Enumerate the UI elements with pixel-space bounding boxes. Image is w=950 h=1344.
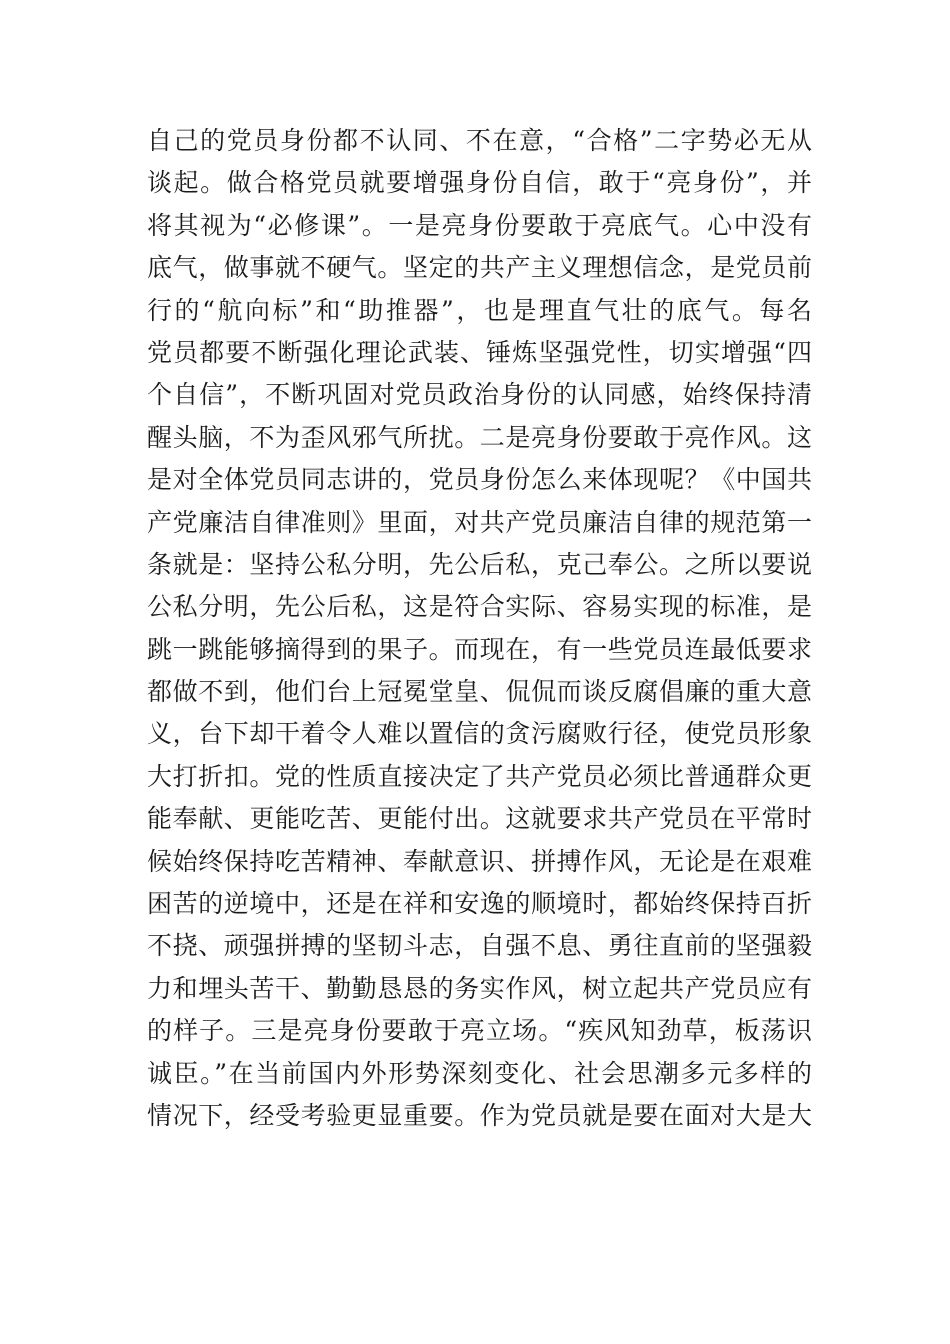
text-line: 条就是：坚持公私分明，先公后私，克己奉公。之所以要说	[147, 549, 812, 579]
text-line: 都做不到，他们台上冠冕堂皇、侃侃而谈反腐倡廉的重大意	[147, 677, 812, 707]
text-line: 自己的党员身份都不认同、不在意，“合格”二字势必无从	[147, 126, 812, 155]
text-line: 产党廉洁自律准则》里面，对共产党员廉洁自律的规范第一	[147, 507, 812, 537]
text-line: 行的“航向标”和“助推器”，也是理直气壮的底气。每名	[147, 295, 812, 325]
text-line: 是对全体党员同志讲的，党员身份怎么来体现呢？《中国共	[147, 465, 812, 495]
text-line: 醒头脑，不为歪风邪气所扰。二是亮身份要敢于亮作风。这	[147, 422, 812, 452]
text-line: 能奉献、更能吃苦、更能付出。这就要求共产党员在平常时	[147, 804, 812, 834]
text-line: 谈起。做合格党员就要增强身份自信，敢于“亮身份”，并	[147, 168, 812, 198]
body-paragraph	[147, 120, 812, 1137]
text-line: 公私分明，先公后私，这是符合实际、容易实现的标准，是	[147, 592, 812, 622]
text-line: 义，台下却干着令人难以置信的贪污腐败行径，使党员形象	[147, 719, 812, 749]
text-line: 跳一跳能够摘得到的果子。而现在，有一些党员连最低要求	[147, 634, 812, 664]
text-line: 党员都要不断强化理论武装、锤炼坚强党性，切实增强“四	[147, 337, 812, 367]
text-line: 大打折扣。党的性质直接决定了共产党员必须比普通群众更	[147, 761, 812, 791]
text-line: 诚臣。”在当前国内外形势深刻变化、社会思潮多元多样的	[147, 1058, 812, 1088]
text-line: 力和埋头苦干、勤勤恳恳的务实作风，树立起共产党员应有	[147, 973, 812, 1003]
text-line: 不挠、顽强拼搏的坚韧斗志，自强不息、勇往直前的坚强毅	[147, 931, 812, 961]
text-line: 个自信”，不断巩固对党员政治身份的认同感，始终保持清	[147, 380, 812, 410]
text-line: 候始终保持吃苦精神、奉献意识、拼搏作风，无论是在艰难	[147, 846, 812, 876]
text-line: 情况下，经受考验更显重要。作为党员就是要在面对大是大	[147, 1100, 812, 1130]
text-line: 底气，做事就不硬气。坚定的共产主义理想信念，是党员前	[147, 253, 812, 283]
text-line: 的样子。三是亮身份要敢于亮立场。“疾风知劲草，板荡识	[147, 1016, 812, 1046]
text-line: 将其视为“必修课”。一是亮身份要敢于亮底气。心中没有	[147, 210, 812, 240]
text-line: 困苦的逆境中，还是在祥和安逸的顺境时，都始终保持百折	[147, 889, 812, 919]
